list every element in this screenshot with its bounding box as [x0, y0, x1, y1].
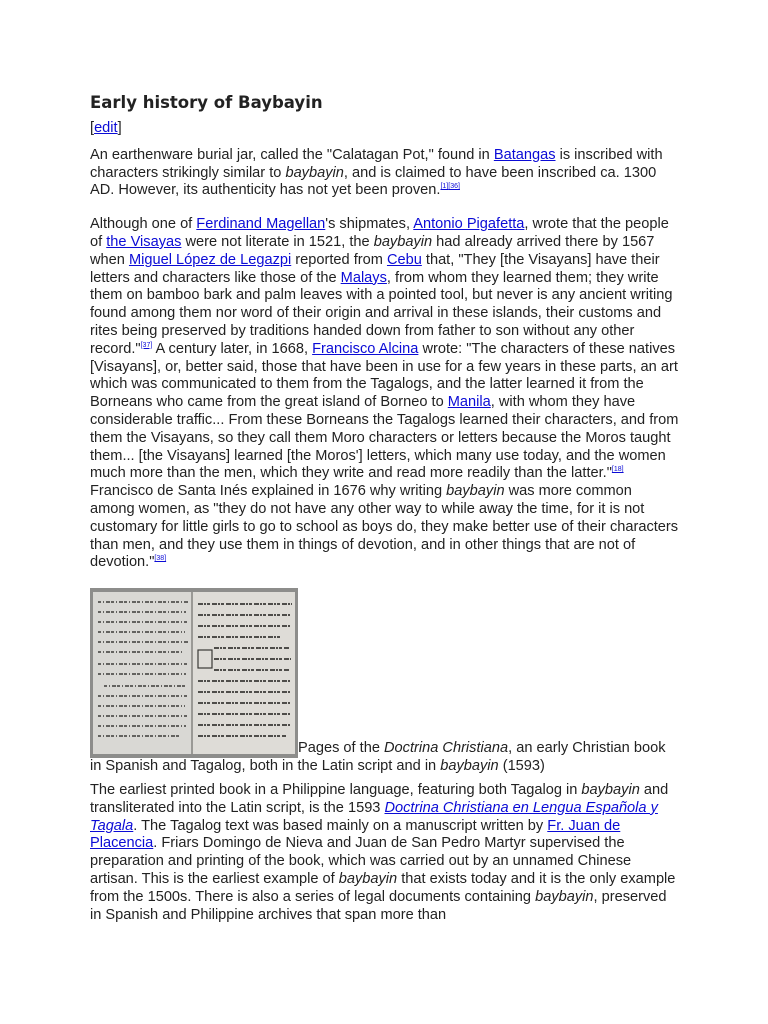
caption-text: (1593) [498, 758, 545, 775]
citation[interactable] [141, 342, 153, 349]
text: , wrote that the people of [90, 216, 669, 250]
text: The earliest printed book in a Philippine language, featuring both Tagalog in [90, 781, 582, 798]
article-content [90, 92, 680, 924]
italic-term: baybayin [535, 888, 594, 905]
scan-illustration [90, 588, 298, 758]
text: reported from [291, 251, 387, 268]
citation-link[interactable]: [38] [154, 555, 167, 563]
text: and transliterated into the Latin script, is the 1593 [90, 781, 669, 816]
link-cebu[interactable]: Cebu [386, 251, 422, 268]
text: Francisco de Santa Inés explained in 1676 why writing [90, 483, 447, 500]
link-batangas[interactable]: Batangas [493, 146, 556, 163]
text: , preserved in Spanish and Philippine archives that span more than [90, 888, 667, 923]
link-doctrina-label: Doctrina Christiana en Lengua Española y Tagala [90, 799, 658, 834]
text: , from whom they learned them; they write them on bamboo bark and palm leaves with a pointed tool, but never is any ancient writing found among them nor word of their origin and arrival in these islands, their customs and rites being preserved by traditions handed down from father to son without any other record." [90, 269, 673, 357]
link-visayas[interactable]: the Visayas [106, 233, 182, 250]
text: 's shipmates, [325, 216, 414, 233]
edit-bracket-close: ] [117, 120, 122, 136]
text: , with whom they have considerable traffic... From these Borneans the Tagalogs learned their characters, and from them the Visayans, so they call them Moro characters or letters because the Moros taught them... [the Visayans] learned [the Moros'] letters, which many use today, and the women much more than the men, which they write and read more readily than the latter." [90, 394, 679, 482]
paragraph-doctrina [90, 782, 680, 924]
caption-italic: Doctrina Christiana [384, 740, 509, 757]
edit-bracket-open: [ [90, 120, 95, 136]
citation-link[interactable]: [36] [448, 183, 460, 191]
section-heading: Early history of Baybayin [90, 93, 323, 112]
text: wrote: "The characters of these natives [Visayans], or, better said, those that have been in use for a few years in these parts, an art which was communicated to them from the Tagalogs, and the latter learned it from the Borneans who came from the great island of Borneo to [90, 340, 678, 411]
link-alcina[interactable]: Francisco Alcina [312, 340, 419, 357]
text: is inscribed with characters strikingly similar to [90, 146, 663, 181]
text: was more common among women, as "they do not have any other way to while away the time, for it is not customary for little girls to go to school as boys do, they make better use of their characters than men, and they use them in things of devotion, and in other things that are not of devotion." [90, 483, 679, 571]
link-malays[interactable]: Malays [340, 269, 387, 286]
text: that, "They [the Visayans] have their letters and characters like those of the [90, 251, 660, 286]
citation[interactable] [154, 555, 166, 562]
citation[interactable] [440, 183, 459, 190]
citation-link[interactable]: [1] [440, 183, 449, 191]
text: were not literate in 1521, the [181, 233, 374, 250]
paragraph-history [90, 216, 680, 572]
caption-text: , an early Christian book in Spanish and Tagalog, both in the Latin script and in [90, 740, 666, 775]
italic-term: baybayin [338, 870, 398, 887]
caption-italic: baybayin [440, 758, 499, 775]
link-magellan[interactable]: Ferdinand Magellan [196, 216, 326, 233]
text: Although one of [90, 216, 197, 233]
text: , and is claimed to have been inscribed ca. 1300 AD. However, its authenticity has not yet been proven. [90, 164, 657, 199]
figure [90, 588, 680, 776]
paragraph-calatagan [90, 147, 680, 200]
italic-term: baybayin [285, 164, 344, 181]
caption-text: Pages of the [298, 740, 385, 757]
link-legazpi[interactable]: Miguel López de Legazpi [128, 251, 292, 268]
citation-link[interactable]: [37] [140, 341, 153, 349]
text: that exists today and it is the only example from the 1500s. There is also a series of legal documents containing [90, 870, 676, 905]
text: . The Tagalog text was based mainly on a manuscript written by [133, 817, 548, 834]
citation-link[interactable]: [18] [611, 466, 624, 474]
text: . Friars Domingo de Nieva and Juan de San Pedro Martyr supervised the preparation and printing of the book, which was carried out by an unnamed Chinese artisan. This is the earliest example of [90, 835, 632, 887]
edit-link[interactable]: edit [94, 120, 118, 136]
italic-term: baybayin [373, 233, 433, 250]
text: had already arrived there by 1567 when [90, 233, 655, 268]
doctrina-christiana-scan-image[interactable] [90, 588, 298, 758]
italic-term: baybayin [446, 483, 505, 500]
link-pigafetta[interactable]: Antonio Pigafetta [413, 216, 525, 233]
italic-term: baybayin [581, 781, 640, 798]
link-placencia[interactable]: Fr. Juan de Placencia [90, 817, 621, 852]
citation[interactable] [612, 466, 624, 473]
text: An earthenware burial jar, called the "Calatagan Pot," found in [90, 146, 494, 163]
edit-section [90, 120, 680, 138]
link-manila[interactable]: Manila [447, 394, 491, 411]
text: A century later, in 1668, [152, 340, 313, 357]
